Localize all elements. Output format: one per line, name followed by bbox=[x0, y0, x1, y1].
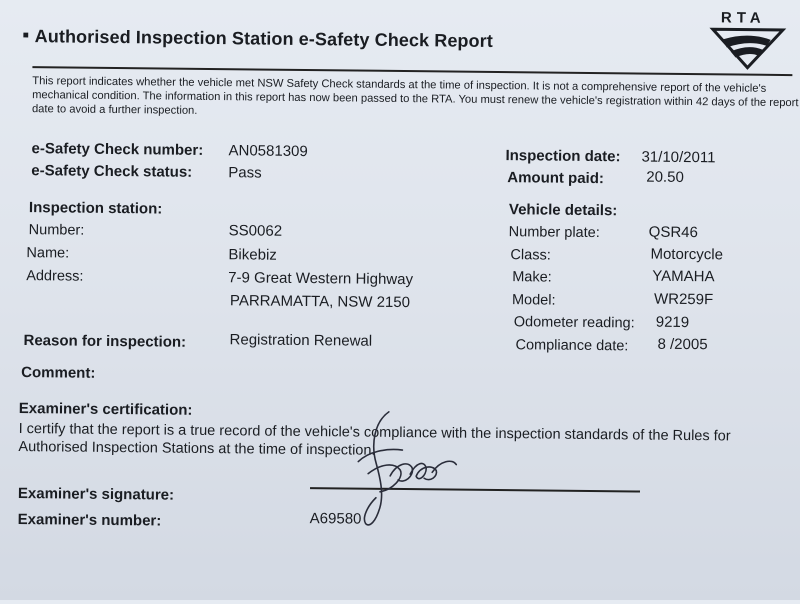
reason-label: Reason for inspection: bbox=[23, 332, 187, 351]
handwritten-signature bbox=[328, 403, 479, 537]
certification-body: I certify that the report is a true record of the vehicle's compliance with the inspection standards of the Rules for Authorised Inspection Stations at the time of inspection. bbox=[18, 421, 731, 459]
odometer-label: Odometer reading: bbox=[513, 314, 635, 332]
reason-value: Registration Renewal bbox=[229, 331, 373, 350]
make-value: YAMAHA bbox=[652, 267, 715, 286]
rta-logo bbox=[708, 9, 787, 72]
bullet-dot: ■ bbox=[22, 30, 29, 42]
compliance-label: Compliance date: bbox=[515, 337, 629, 355]
amount-paid-label: Amount paid: bbox=[507, 169, 605, 188]
intro-text: This report indicates whether the vehicle met NSW Safety Check standards at the time of inspection. It is not a comprehensive report of the vehicle's mechanical condition. The information in this report has now been passed to the RTA. You must renew the vehicle's registration within 42 days of the report date to avoid a further inspection. bbox=[31, 75, 799, 117]
rta-logo-text: RTA bbox=[720, 9, 766, 27]
station-address-line2: PARRAMATTA, NSW 2150 bbox=[229, 292, 411, 312]
plate-value: QSR46 bbox=[648, 223, 699, 242]
inspection-date-label: Inspection date: bbox=[505, 147, 621, 166]
station-number-value: SS0062 bbox=[228, 222, 283, 240]
check-status-label: e-Safety Check status: bbox=[31, 162, 193, 181]
station-number-label: Number: bbox=[28, 222, 85, 239]
comment-label: Comment: bbox=[21, 364, 96, 382]
rta-triangle-icon bbox=[708, 9, 787, 72]
inspection-date-value: 31/10/2011 bbox=[641, 148, 716, 167]
model-label: Model: bbox=[511, 292, 556, 309]
station-name-value: Bikebiz bbox=[228, 246, 277, 264]
odometer-value: 9219 bbox=[655, 313, 690, 332]
check-status-value: Pass bbox=[228, 164, 262, 182]
amount-paid-value: 20.50 bbox=[646, 168, 684, 186]
model-value: WR259F bbox=[653, 290, 714, 309]
station-address-label: Address: bbox=[26, 268, 84, 285]
examiner-number-value: A69580 bbox=[309, 510, 362, 528]
report-title: Authorised Inspection Station e-Safety Check Report bbox=[34, 26, 493, 51]
station-address-line1: 7-9 Great Western Highway bbox=[228, 269, 414, 289]
compliance-value: 8 /2005 bbox=[657, 335, 708, 354]
signature-label: Examiner's signature: bbox=[17, 485, 175, 504]
check-number-value: AN0581309 bbox=[228, 142, 308, 161]
class-value: Motorcycle bbox=[650, 245, 724, 264]
make-label: Make: bbox=[512, 269, 552, 286]
check-number-label: e-Safety Check number: bbox=[31, 140, 204, 159]
station-heading: Inspection station: bbox=[28, 199, 163, 218]
certification-heading: Examiner's certification: bbox=[18, 400, 193, 419]
class-label: Class: bbox=[510, 247, 551, 264]
plate-label: Number plate: bbox=[508, 224, 600, 242]
station-name-label: Name: bbox=[26, 245, 70, 262]
vehicle-heading: Vehicle details: bbox=[508, 201, 618, 220]
examiner-number-label: Examiner's number: bbox=[17, 511, 162, 530]
